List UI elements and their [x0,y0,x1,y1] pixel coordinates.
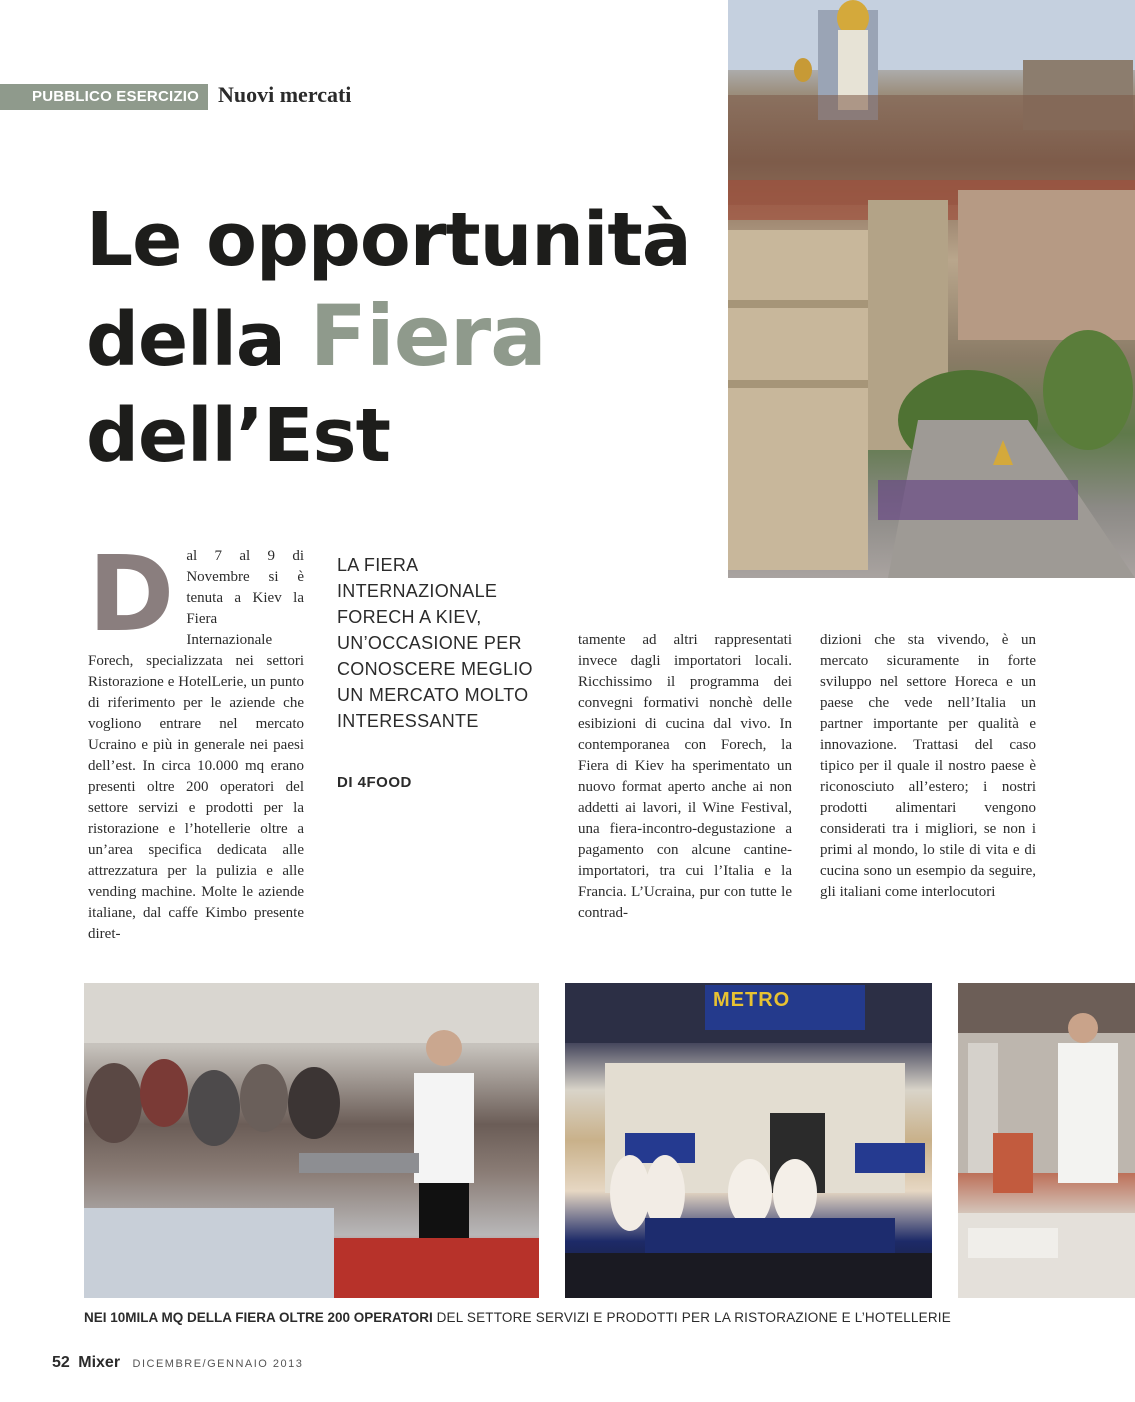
body-column-3: dizioni che sta vivendo, è un mercato sicuramente in forte sviluppo nel settore Horeca e un paese che vede nell’Italia un partner importante per qualità e innovazione. Trattasi del caso tipico per il quale il nostro paese è riconosciuto all’estero; i nostri prodotti alimentari vengono considerati tra i migliori, se non i primi al mondo, lo stile di vita e di cucina sono un esempio da seguire, gli italiani come interlocutori [820,632,1036,900]
section-tag: PUBBLICO ESERCIZIO [0,84,208,110]
headline-line-3: dell’Est [86,393,390,479]
byline: DI 4FOOD [337,774,412,791]
photo-caption [84,1310,1084,1325]
magazine-name: Mixer [78,1354,121,1371]
cooking-demo-illustration [84,983,539,1298]
body-column-1 [88,533,304,945]
headline-line-2-prefix: della [86,297,285,383]
page-number: 52 [52,1354,70,1371]
city-photo-illustration [728,0,1135,578]
dropcap: D [88,533,175,655]
city-photo [728,0,1135,578]
headline-line-1: Le opportunità [86,197,691,283]
kitchen-illustration [958,983,1135,1298]
kitchen-photo [958,983,1135,1298]
body-column-2: tamente ad altri rappresentati invece dagli importatori locali. Ricchissimo il programma dei convegni formativi nonchè delle esibizioni di cucina dal vivo. In contemporanea con Forech, la Fiera di Kiev ha sperimentato un nuovo format aperto anche ai non addetti ai lavori, il Wine Festival, una fiera-incontro-degustazione a pagamento con alcune cantine-importatori, tra cui l’Italia e la Francia. L’Ucraina, pur con tutte le contrad- [578,632,792,921]
body-column-1-text: al 7 al 9 di Novembre si è tenuta a Kiev la Fiera Internazionale Forech, specializzata nei settori Ristorazione e HotelLerie, un punto di riferimento per le aziende che vogliono entrare nel mercato Ucraino e più in generale nei paesi dell’est. In circa 10.000 mq erano presenti oltre 200 operatori del settore servizi e prodotti per la ristorazione e l’hotellerie oltre a un’area specifica dedicata alle attrezzatura per la pulizia e alle vending machine. Molte le aziende italiane, dal caffe Kimbo presente diret- [88,548,304,942]
metro-stand-illustration [565,983,932,1298]
caption-rest: DEL SETTORE SERVIZI E PRODOTTI PER LA RISTORAZIONE E L’HOTELLERIE [436,1310,951,1325]
metro-sign: METRO [713,989,791,1011]
headline [86,192,691,484]
caption-bold: NEI 10MILA MQ DELLA FIERA OLTRE 200 OPERATORI [84,1310,433,1325]
headline-line-2 [86,288,691,388]
page-footer [52,1354,303,1372]
headline-accent-word: Fiera [309,287,546,385]
issue-date: DICEMBRE/GENNAIO 2013 [132,1358,304,1370]
metro-stand-photo [565,983,932,1298]
section-subtitle: Nuovi mercati [218,82,352,107]
cooking-demo-photo [84,983,539,1298]
article-lede: LA FIERA INTERNAZIONALE FORECH A KIEV, UN’OCCASIONE PER CONOSCERE MEGLIO UN MERCATO MOLTO INTERESSANTE [337,555,533,731]
